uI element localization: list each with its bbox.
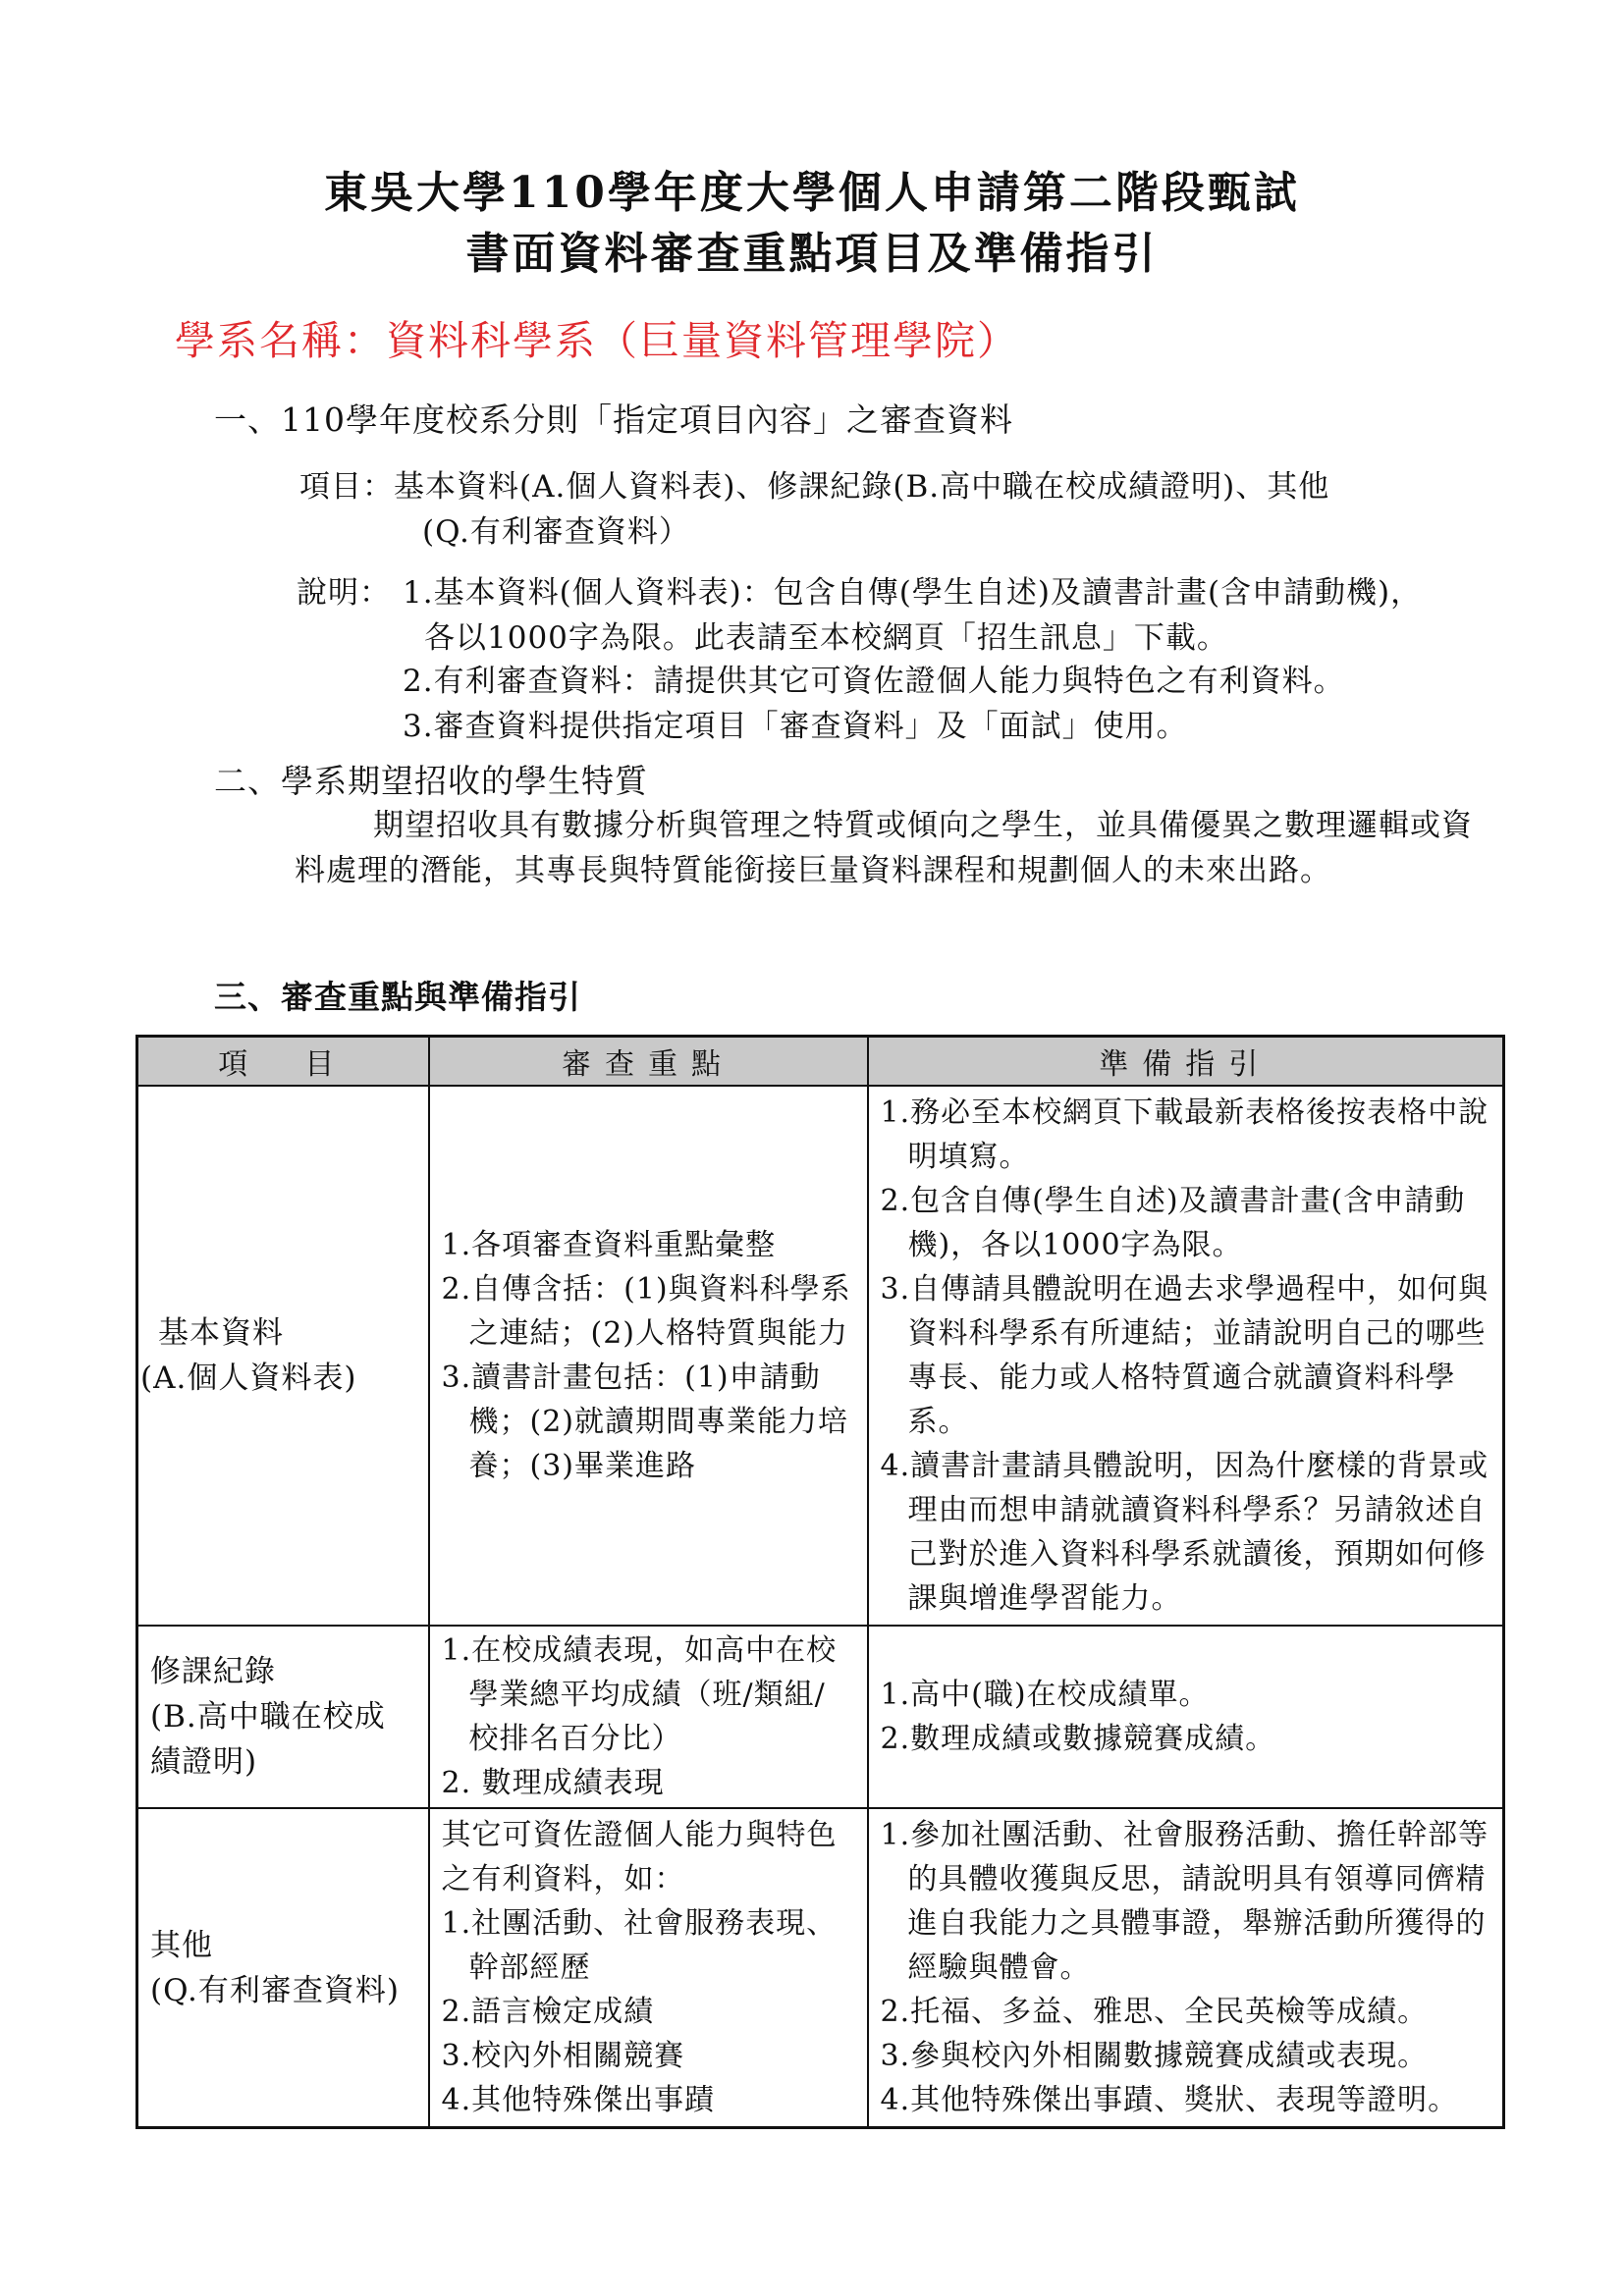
list-item: 4.讀書計畫請具體說明，因為什麼樣的背景或理由而想申請就讀資料科學系？另請敘述自己對於進入資料科學系就讀後，預期如何修課與增進學習能力。 xyxy=(880,1449,1489,1616)
list-item: 1.務必至本校網頁下載最新表格後按表格中說明填寫。 xyxy=(880,1095,1489,1174)
section1-desc1-continued: 各以1000字為限。此表請至本校網頁「招生訊息」下載。 xyxy=(424,620,1228,656)
list-item: 2.語言檢定成績 xyxy=(441,1995,655,2029)
header-review-points: 審查重點 xyxy=(429,1037,868,1087)
list-item: 2.托福、多益、雅思、全民英檢等成績。 xyxy=(880,1995,1429,2029)
review-intro: 其它可資佐證個人能力與特色之有利資料，如： xyxy=(441,1818,838,1896)
row-item-title: 基本資料 xyxy=(158,1315,284,1351)
preparation-guide-cell xyxy=(868,1086,1504,1626)
review-points-cell xyxy=(429,1626,868,1808)
list-item: 1.在校成績表現，如高中在校學業總平均成績（班/類組/校排名百分比） xyxy=(441,1633,838,1756)
list-item: 4.其他特殊傑出事蹟、獎狀、表現等證明。 xyxy=(880,2083,1459,2117)
list-item: 3.讀書計畫包括：(1)申請動機；(2)就讀期間專業能力培養；(3)畢業進路 xyxy=(441,1361,848,1483)
list-item: 2.數理成績或數據競賽成績。 xyxy=(880,1722,1276,1756)
section1-items-line2: (Q.有利審查資料） xyxy=(422,514,690,550)
header-preparation-guide: 準備指引 xyxy=(868,1037,1504,1087)
section2-paragraph: 期望招收具有數據分析與管理之特質或傾向之學生，並具備優異之數理邏輯或資料處理的潛能，其專長與特質能銜接巨量資料課程和規劃個人的未來出路。 xyxy=(295,808,1473,888)
table-row xyxy=(137,1086,1504,1626)
table-header-row xyxy=(137,1037,1504,1087)
review-guide-table xyxy=(135,1035,1505,2129)
list-item: 2. 數理成績表現 xyxy=(441,1766,665,1800)
preparation-guide-cell xyxy=(868,1808,1504,2128)
section1-desc3: 3.審查資料提供指定項目「審查資料」及「面試」使用。 xyxy=(403,709,1188,744)
list-item: 3.自傳請具體說明在過去求學過程中，如何與資料科學系有所連結；並請說明自己的哪些專長、能力或人格特質適合就讀資料科學系。 xyxy=(880,1272,1489,1439)
document-title-line1: 東吳大學110學年度大學個人申請第二階段甄試 xyxy=(324,168,1300,218)
row-item-subtitle: (B.高中職在校成績證明) xyxy=(150,1699,386,1780)
table-row xyxy=(137,1626,1504,1808)
row-item-cell xyxy=(137,1808,429,2128)
section1-desc-label: 說明： xyxy=(297,575,391,611)
list-item: 4.其他特殊傑出事蹟 xyxy=(441,2083,716,2117)
section2-heading: 二、學系期望招收的學生特質 xyxy=(214,762,648,800)
document-title-line2: 書面資料審查重點項目及準備指引 xyxy=(465,229,1159,279)
section1-desc2: 2.有利審查資料：請提供其它可資佐證個人能力與特色之有利資料。 xyxy=(403,664,1345,699)
row-item-subtitle: (A.個人資料表) xyxy=(140,1361,357,1396)
section1-items-line1: 項目：基本資料(A.個人資料表)、修課紀錄(B.高中職在校成績證明)、其他 xyxy=(299,469,1330,505)
review-points-cell xyxy=(429,1086,868,1626)
section3-heading: 三、審查重點與準備指引 xyxy=(214,978,581,1016)
list-item: 3.校內外相關競賽 xyxy=(441,2039,685,2073)
row-item-cell xyxy=(137,1626,429,1808)
row-item-cell xyxy=(137,1086,429,1626)
section1-desc1: 1.基本資料(個人資料表)：包含自傳(學生自述)及讀書計畫(含申請動機)， xyxy=(403,575,1423,611)
row-item-title: 其他 xyxy=(150,1927,213,1963)
list-item: 2.自傳含括：(1)與資料科學系之連結；(2)人格特質與能力 xyxy=(441,1272,851,1351)
header-item: 項 目 xyxy=(137,1037,429,1087)
table-row xyxy=(137,1808,1504,2128)
list-item: 1.參加社團活動、社會服務活動、擔任幹部等的具體收獲與反思，請說明具有領導同儕精進自我能力之具體事證，舉辦活動所獲得的經驗與體會。 xyxy=(880,1818,1489,1985)
list-item: 1.社團活動、社會服務表現、幹部經歷 xyxy=(441,1906,838,1985)
row-item-title: 修課紀錄 xyxy=(150,1654,276,1689)
section1-heading: 一、110學年度校系分則「指定項目內容」之審查資料 xyxy=(214,400,1013,439)
list-item: 1.各項審查資料重點彙整 xyxy=(441,1228,777,1262)
preparation-guide-cell xyxy=(868,1626,1504,1808)
list-item: 1.高中(職)在校成績單。 xyxy=(880,1678,1210,1712)
review-points-cell xyxy=(429,1808,868,2128)
department-name: 學系名稱：資料科學系（巨量資料管理學院） xyxy=(175,317,1019,364)
row-item-subtitle: (Q.有利審查資料) xyxy=(150,1972,400,2008)
list-item: 3.參與校內外相關數據競賽成績或表現。 xyxy=(880,2039,1429,2073)
list-item: 2.包含自傳(學生自述)及讀書計畫(含申請動機)，各以1000字為限。 xyxy=(880,1184,1466,1262)
